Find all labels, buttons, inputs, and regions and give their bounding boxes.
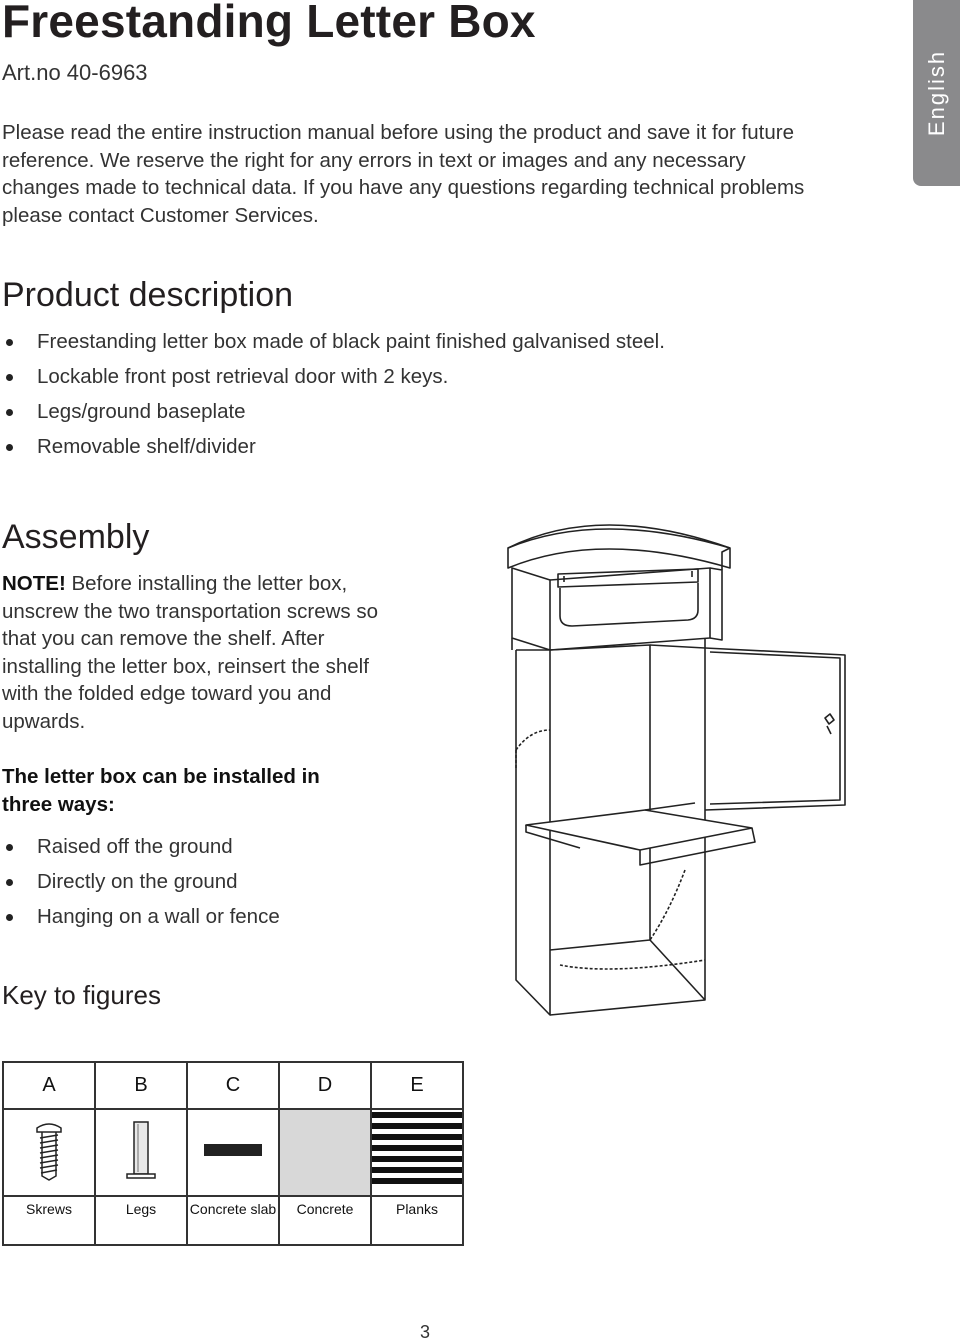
list-item: Legs/ground baseplate <box>2 398 665 433</box>
page-number: 3 <box>420 1322 431 1342</box>
planks-icon-cell <box>371 1109 463 1196</box>
concrete-icon-cell <box>279 1109 371 1196</box>
product-description-list <box>2 328 665 468</box>
key-letter-b: B <box>95 1062 187 1109</box>
key-letter-e: E <box>371 1062 463 1109</box>
language-tab <box>913 0 960 186</box>
key-letter-a: A <box>3 1062 95 1109</box>
key-name-e: Planks <box>371 1196 463 1245</box>
note-text: Before installing the letter box, unscrew the two transportation screws so that you can remove the shelf. After installing the letter box, reinsert the shelf with the folded edge toward you and upwards. <box>2 572 378 733</box>
page-title: Freestanding Letter Box <box>2 0 536 47</box>
note-label: NOTE! <box>2 572 66 595</box>
list-item: Lockable front post retrieval door with 2 keys. <box>2 363 665 398</box>
concrete-slab-icon-cell <box>187 1109 279 1196</box>
intro-paragraph: Please read the entire instruction manual before using the product and save it for future reference. We reserve the right for any errors in text or images and any necessary changes made to technical data. If you have any questions regarding technical problems please contact Customer Services. <box>2 121 805 227</box>
list-item: Directly on the ground <box>2 868 280 903</box>
list-item: Hanging on a wall or fence <box>2 903 280 938</box>
key-to-figures-table <box>2 1061 464 1246</box>
install-ways-list <box>2 833 280 938</box>
letter-box-illustration <box>500 520 860 1020</box>
list-item: Freestanding letter box made of black paint finished galvanised steel. <box>2 328 665 363</box>
key-to-figures-heading: Key to figures <box>2 980 161 1010</box>
leg-icon-cell <box>95 1109 187 1196</box>
article-number: Art.no 40-6963 <box>2 60 148 85</box>
screw-icon <box>29 1118 69 1182</box>
concrete-slab-icon <box>198 1135 268 1165</box>
key-letter-c: C <box>187 1062 279 1109</box>
screw-icon-cell <box>3 1109 95 1196</box>
assembly-note <box>2 570 402 736</box>
language-tab-label: English <box>923 49 949 137</box>
install-ways-heading: The letter box can be installed in three ways: <box>2 765 320 816</box>
key-name-a: Skrews <box>3 1196 95 1245</box>
list-item: Removable shelf/divider <box>2 433 665 468</box>
leg-icon <box>121 1118 161 1182</box>
list-item: Raised off the ground <box>2 833 280 868</box>
planks-icon <box>372 1110 462 1190</box>
key-name-b: Legs <box>95 1196 187 1245</box>
key-name-c: Concrete slab <box>187 1196 279 1245</box>
product-description-heading: Product description <box>2 276 294 314</box>
key-name-d: Concrete <box>279 1196 371 1245</box>
assembly-heading: Assembly <box>2 518 150 556</box>
key-letter-d: D <box>279 1062 371 1109</box>
